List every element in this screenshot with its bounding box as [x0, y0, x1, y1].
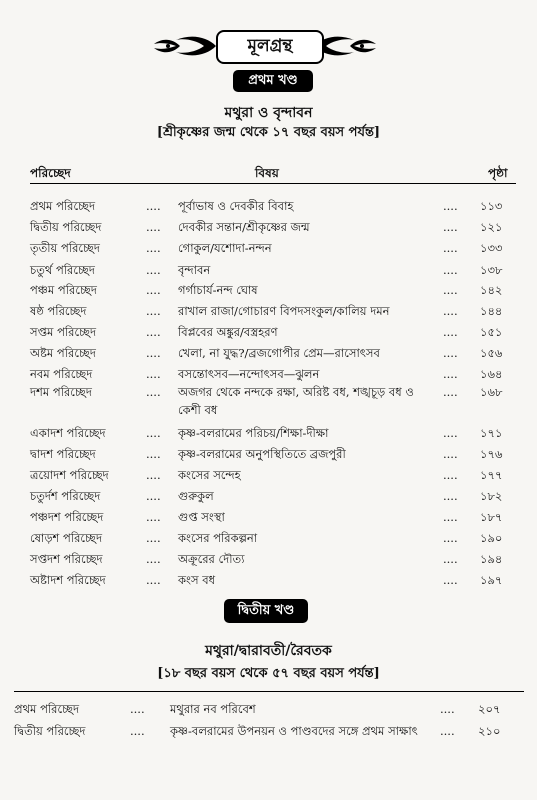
chapter-name: তৃতীয় পরিচ্ছেদ: [30, 241, 100, 255]
leader-dots: ....: [130, 702, 145, 716]
part-one-title: মথুরা ও বৃন্দাবন: [224, 105, 313, 121]
page-number: ১৫১: [480, 325, 503, 339]
leader-dots: ....: [443, 346, 458, 360]
leader-dots: ....: [443, 468, 458, 482]
page-number: ১৪৪: [480, 304, 503, 318]
part-two-title: মথুরা/দ্বারাবতী/রৈবতক: [205, 643, 332, 659]
leader-dots: ....: [146, 241, 161, 255]
chapter-subject: কৃষ্ণ-বলরামের অনুপস্থিতিতে ব্রজপুরী: [178, 447, 346, 461]
chapter-name: সপ্তদশ পরিচ্ছেদ: [30, 552, 103, 566]
leader-dots: ....: [440, 724, 455, 738]
page-number: ১৯০: [480, 531, 503, 545]
chapter-name: পঞ্চম পরিচ্ছেদ: [30, 283, 97, 297]
column-header-subject: বিষয়: [255, 166, 279, 180]
chapter-name: ষষ্ঠ পরিচ্ছেদ: [30, 304, 87, 318]
chapter-name: ষোড়শ পরিচ্ছেদ: [30, 531, 102, 545]
part-two-badge: দ্বিতীয় খণ্ড: [224, 599, 308, 623]
leader-dots: ....: [443, 385, 458, 399]
leader-dots: ....: [146, 552, 161, 566]
part-two-subtitle: [১৮ বছর বয়স থেকে ৫৭ বছর বয়স পর্যন্ত]: [157, 666, 380, 681]
column-header-chapter: পরিচ্ছেদ: [30, 166, 71, 180]
chapter-subject: কৃষ্ণ-বলরামের পরিচয়/শিক্ষা-দীক্ষা: [178, 426, 329, 440]
chapter-subject: গুপ্ত সংস্থা: [178, 510, 225, 524]
leader-dots: ....: [443, 367, 458, 381]
chapter-name: একাদশ পরিচ্ছেদ: [30, 426, 106, 440]
chapter-subject: খেলা, না যুদ্ধ?/ব্রজগোপীর প্রেম—রাসোৎসব: [178, 346, 380, 360]
page-number: ২১০: [478, 724, 501, 738]
chapter-name: প্রথম পরিচ্ছেদ: [30, 199, 96, 213]
chapter-name: প্রথম পরিচ্ছেদ: [14, 702, 80, 716]
column-header-page: পৃষ্ঠা: [488, 166, 508, 180]
leader-dots: ....: [443, 447, 458, 461]
chapter-name: চতুর্থ পরিচ্ছেদ: [30, 263, 95, 277]
leader-dots: ....: [146, 304, 161, 318]
leader-dots: ....: [146, 325, 161, 339]
header-divider: [30, 183, 516, 184]
chapter-subject: কৃষ্ণ-বলরামের উপনয়ন ও পাণ্ডবদের সঙ্গে প্রথম সাক্ষাৎ: [170, 724, 418, 738]
leader-dots: ....: [440, 702, 455, 716]
page-title: মূলগ্রন্থ: [216, 30, 324, 64]
chapter-subject: মথুরার নব পরিবেশ: [170, 702, 256, 716]
leader-dots: ....: [146, 367, 161, 381]
leader-dots: ....: [146, 220, 161, 234]
leader-dots: ....: [443, 325, 458, 339]
chapter-subject: বৃন্দাবন: [178, 263, 211, 277]
leader-dots: ....: [443, 552, 458, 566]
leader-dots: ....: [443, 426, 458, 440]
leader-dots: ....: [443, 531, 458, 545]
chapter-subject: কংসের পরিকল্পনা: [178, 531, 258, 545]
part-two-divider: [14, 691, 524, 692]
leader-dots: ....: [443, 199, 458, 213]
chapter-name: অষ্টম পরিচ্ছেদ: [30, 346, 96, 360]
part-one-badge: প্রথম খণ্ড: [233, 70, 313, 92]
leader-dots: ....: [146, 489, 161, 503]
chapter-subject: গর্গাচার্য-নন্দ ঘোষ: [178, 283, 258, 297]
chapter-subject: পূর্বাভাষ ও দেবকীর বিবাহ: [178, 199, 294, 213]
page-number: ১৬৮: [480, 385, 503, 399]
leader-dots: ....: [146, 468, 161, 482]
chapter-subject: কংসের সন্দেহ: [178, 468, 241, 482]
leader-dots: ....: [443, 263, 458, 277]
page-number: ১৩৮: [480, 263, 503, 277]
page-number: ১৩৩: [480, 241, 503, 255]
leader-dots: ....: [443, 220, 458, 234]
leader-dots: ....: [146, 283, 161, 297]
chapter-name: সপ্তম পরিচ্ছেদ: [30, 325, 97, 339]
leader-dots: ....: [443, 241, 458, 255]
page-number: ১৫৬: [480, 346, 503, 360]
leader-dots: ....: [146, 199, 161, 213]
chapter-subject: গুরুকুল: [178, 489, 214, 503]
leader-dots: ....: [443, 510, 458, 524]
chapter-name: দ্বিতীয় পরিচ্ছেদ: [30, 220, 102, 234]
chapter-name: দ্বিতীয় পরিচ্ছেদ: [14, 724, 86, 738]
page-number: ১৯৪: [480, 552, 503, 566]
leader-dots: ....: [146, 573, 161, 587]
leader-dots: ....: [146, 385, 161, 399]
page-number: ১৭৭: [480, 468, 503, 482]
chapter-name: অষ্টাদশ পরিচ্ছেদ: [30, 573, 106, 587]
chapter-subject: কংস বধ: [178, 573, 216, 587]
chapter-name: দ্বাদশ পরিচ্ছেদ: [30, 447, 96, 461]
chapter-subject: বিপ্লবের অঙ্কুর/বস্ত্রহরণ: [178, 325, 278, 339]
leader-dots: ....: [443, 283, 458, 297]
page-number: ১৯৭: [480, 573, 503, 587]
chapter-name: দশম পরিচ্ছেদ: [30, 385, 92, 399]
page-number: ১৮২: [480, 489, 503, 503]
leader-dots: ....: [146, 531, 161, 545]
chapter-subject: দেবকীর সন্তান/শ্রীকৃষ্ণের জন্ম: [178, 220, 310, 234]
page-number: ১৬৪: [480, 367, 503, 381]
page-number: ১৭১: [480, 426, 503, 440]
chapter-name: ত্রয়োদশ পরিচ্ছেদ: [30, 468, 109, 482]
leader-dots: ....: [443, 489, 458, 503]
leader-dots: ....: [146, 510, 161, 524]
chapter-subject: রাখাল রাজা/গোচারণ বিপদসংকুল/কালিয় দমন: [178, 304, 390, 318]
leader-dots: ....: [146, 346, 161, 360]
leader-dots: ....: [443, 304, 458, 318]
chapter-subject: বসন্তোৎসব—নন্দোৎসব—ঝুলন: [178, 367, 320, 381]
page-number: ১৭৬: [480, 447, 503, 461]
page-number: ১৪২: [480, 283, 503, 297]
page-number: ১১৩: [480, 199, 503, 213]
chapter-subject: অজগর থেকে নন্দকে রক্ষা, অরিষ্ট বধ, শঙ্খচূড় বধ ও কেশী বধ: [178, 385, 414, 417]
leader-dots: ....: [146, 263, 161, 277]
leader-dots: ....: [443, 573, 458, 587]
part-one-subtitle: [শ্রীকৃষ্ণের জন্ম থেকে ১৭ বছর বয়স পর্যন্ত]: [156, 125, 381, 140]
leader-dots: ....: [146, 447, 161, 461]
page-number: ২০৭: [478, 702, 501, 716]
leader-dots: ....: [130, 724, 145, 738]
chapter-name: পঞ্চদশ পরিচ্ছেদ: [30, 510, 104, 524]
chapter-subject: গোকুল/যশোদা-নন্দন: [178, 241, 272, 255]
chapter-subject: অক্রূরের দৌত্য: [178, 552, 245, 566]
page-number: ১২১: [480, 220, 503, 234]
chapter-name: চতুর্দশ পরিচ্ছেদ: [30, 489, 101, 503]
chapter-name: নবম পরিচ্ছেদ: [30, 367, 93, 381]
page-number: ১৮৭: [480, 510, 503, 524]
leader-dots: ....: [146, 426, 161, 440]
